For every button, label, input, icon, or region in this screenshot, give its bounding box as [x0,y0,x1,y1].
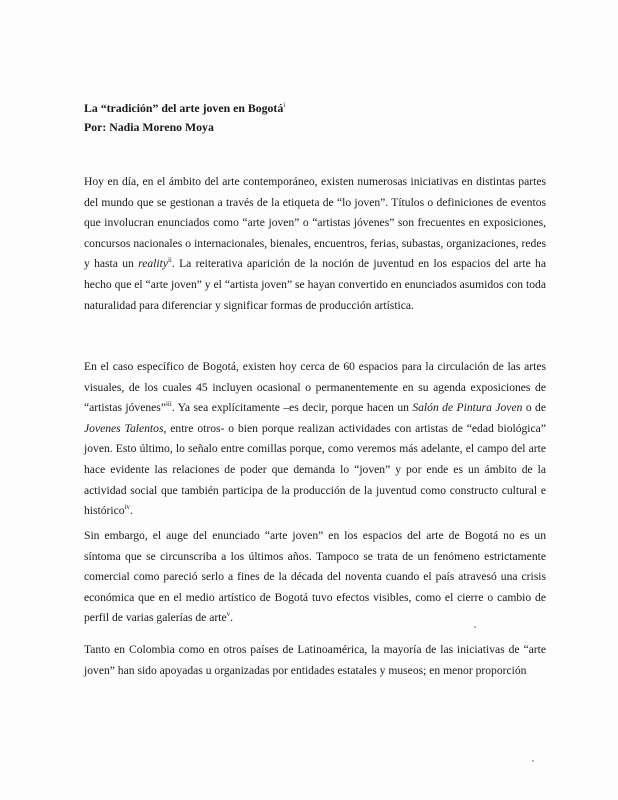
footnote-marker[interactable]: iv [124,503,131,512]
italic-term: Jovenes Talentos, [84,421,167,435]
paragraph-2: En el caso específico de Bogotá, existen hoy cerca de 60 espacios para la circulación de las artes visuales, de los cuales 45 incluyen ocasional o permanentemente en su agenda exposiciones de “artistas jóvenes”$^{iii}$. Ya sea explícitamente –es decir, porque hacen un Salón de Pintura Joven o de Jovenes Talentos, entre otros- o bien porque realizan actividades con artistas de “edad biológica” joven. Esto último, lo señalo entre comillas porque, como veremos más adelante, el campo del arte hace evidente las relaciones de poder que demanda lo “joven” y por ende es un ámbito de la actividad social que también participa de la producción de la juventud como constructo cultural e histórico$^{iv}$. [84,360,546,518]
paragraph-4: Tanto en Colombia como en otros países de Latinoamérica, la mayoría de las iniciativas de “arte joven” han sido apoyadas u organizadas por entidades estatales y museos; en menor proporción [84,643,546,677]
paragraph-3: Sin embargo, el auge del enunciado “arte joven” en los espacios del arte de Bogotá no es un síntoma que se circunscriba a los últimos años. Tampoco se trata de un fenómeno estrictamente comercial como pareció serlo a fines de la década del noventa cuando el país atravesó una crisis económica que en el medio artístico de Bogotá tuvo efectos visibles, como el cierre o cambio de perfil de varias galerías de arte$^v$. [84,529,546,625]
document-heading [84,96,544,137]
title-footnote-marker[interactable]: i [283,101,286,109]
document-title: La “tradición” del arte joven en Bogotá$^i$ [84,101,286,115]
italic-term: Salón de Pintura Joven [412,401,523,415]
paragraph-1: Hoy en día, en el ámbito del arte contemporáneo, existen numerosas iniciativas en distintas partes del mundo que se gestionan a través de la etiqueta de “lo joven”. Títulos o definiciones de eventos que involucran enunciados como “arte joven” o “artistas jóvenes” son frecuentes en exposiciones, concursos nacionales o internacionales, bienales, encuentros, ferias, subastas, organizaciones, redes y hasta un reality$^{ii}$. La reiterativa aparición de la noción de juventud en los espacios del arte ha hecho que el “arte joven” y el “artista joven” se hayan convertido en enunciados asumidos con toda naturalidad para diferenciar y significar formas de producción artística. [84,175,546,312]
footnote-marker[interactable]: ii [167,256,172,265]
footnote-marker[interactable]: iii [165,400,172,409]
scan-speck [474,626,476,628]
italic-term: reality [138,257,168,271]
scan-speck [532,760,534,762]
document-byline: Por: Nadia Moreno Moya [84,120,214,134]
footnote-marker[interactable]: v [226,610,231,619]
